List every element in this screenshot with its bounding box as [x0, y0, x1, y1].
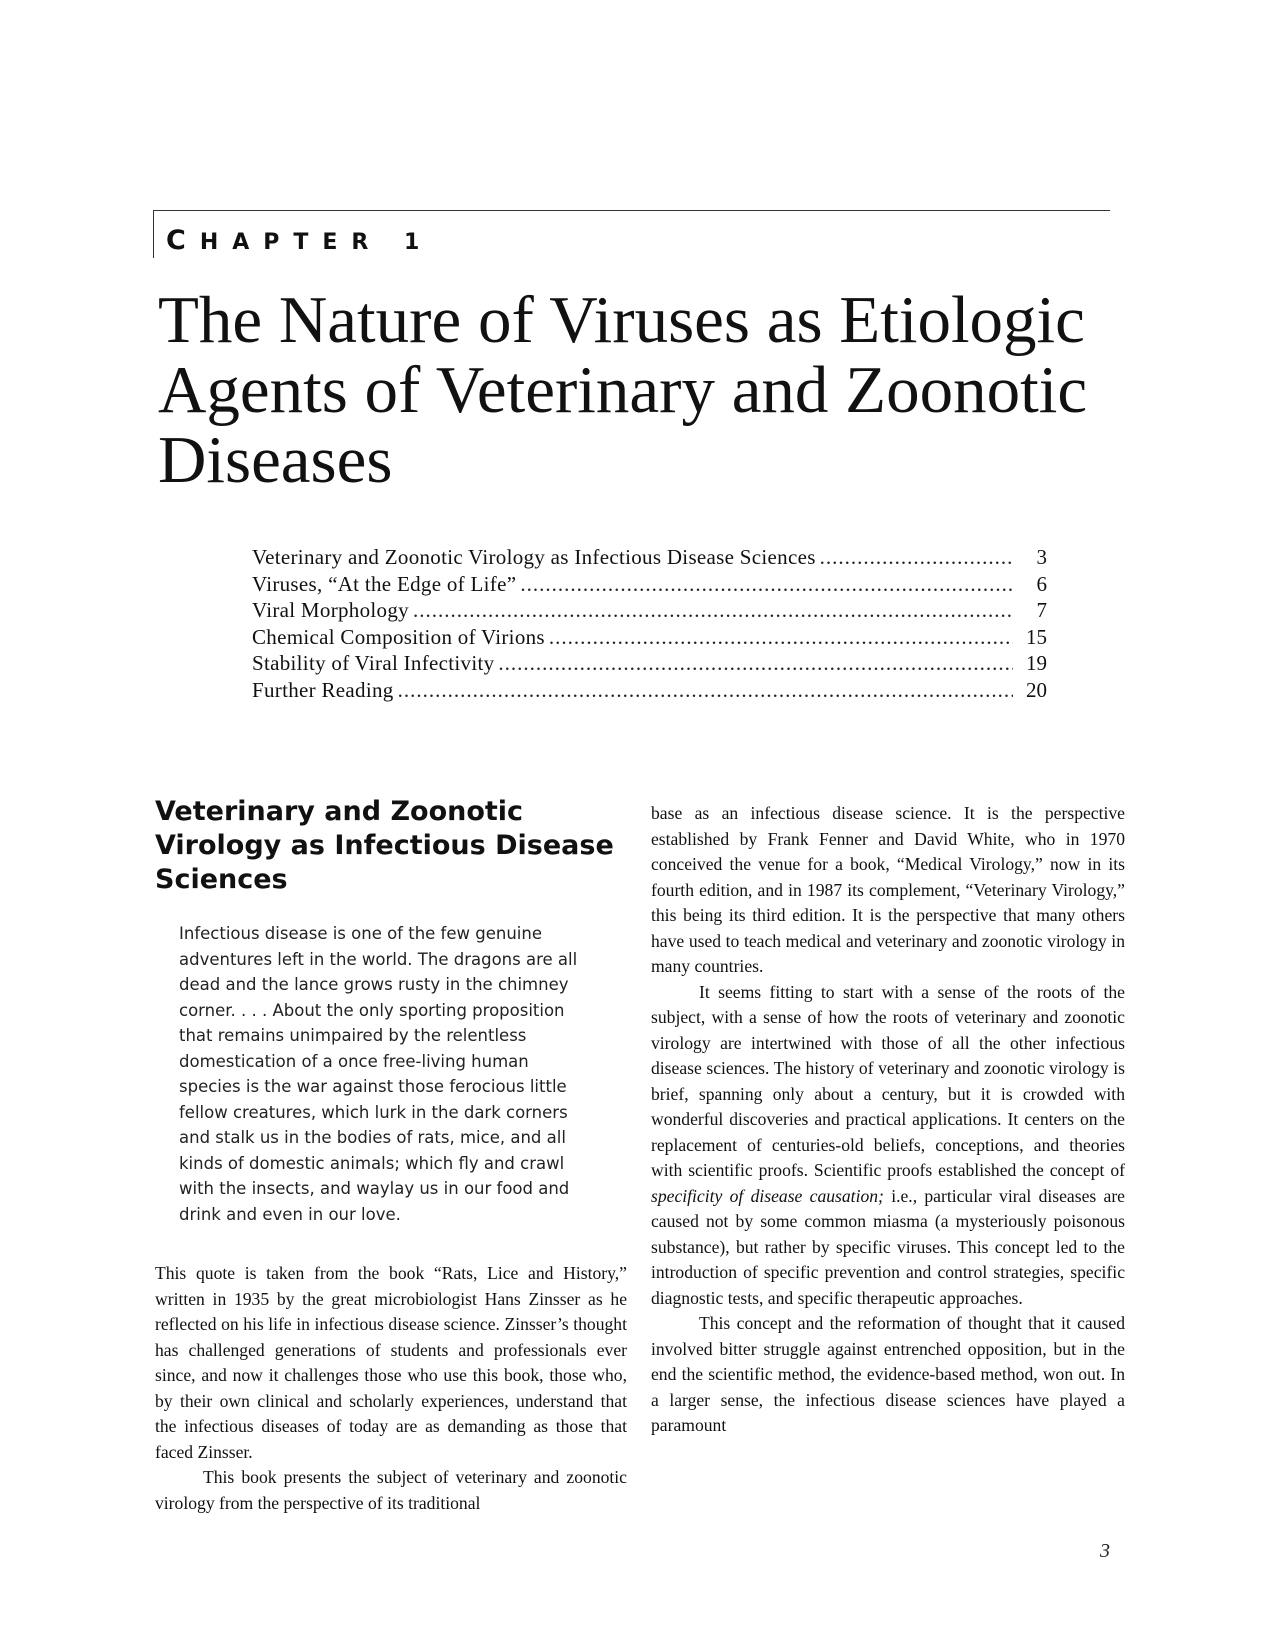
chapter-rule [153, 210, 1110, 211]
toc-leader-dots [549, 625, 1013, 650]
toc-entry[interactable] [252, 678, 1047, 705]
left-column [155, 795, 627, 1516]
chapter-label-initial: C [166, 225, 200, 256]
body-paragraph: base as an infectious disease science. It is the perspective established by Frank Fenner and David White, who in 1970 conceived the venue for a book, “Medical Virology,” now in its fourth edition, and in 1987 its complement, “Veterinary Virology,” this being its third edition. It is the perspective that many others have used to teach medical and veterinary and zoonotic virology in many countries. [651, 803, 1125, 976]
toc-entry[interactable] [252, 572, 1047, 599]
body-paragraph: This concept and the reformation of thought that it caused involved bitter struggle against entrenched opposition, but in the end the scientific method, the evidence-based method, won out. In a larger sense, the infectious disease sciences have played a paramount [651, 1313, 1125, 1435]
table-of-contents [252, 545, 1047, 704]
toc-entry[interactable] [252, 651, 1047, 678]
body-text-run: It seems fitting to start with a sense of the roots of the subject, with a sense of how the roots of veterinary and zoonotic virology are intertwined with those of all the other infectious disease sciences. The history of veterinary and zoonotic virology is brief, spanning only about a century, but it is crowded with wonderful discoveries and practical applications. It centers on the replacement of centuries-old beliefs, conceptions, and theories with scientific proofs. Scientific proofs established the concept of [651, 981, 1125, 1180]
toc-entry-title: Viruses, “At the Edge of Life” [252, 571, 517, 596]
toc-entry-title: Further Reading [252, 677, 394, 702]
body-text-run: i.e., particular viral diseases are caused not by some common miasma (a mysteriously poisonous substance), but rather by specific viruses. This concept led to the introduction of specific prevention and control strategies, specific diagnostic tests, and specific therapeutic approaches. [651, 1185, 1125, 1308]
toc-entry[interactable] [252, 545, 1047, 572]
toc-leader-dots [413, 598, 1013, 623]
section-heading: Veterinary and Zoonotic Virology as Infectious Disease Sciences [155, 796, 614, 895]
right-column [651, 801, 1125, 1439]
body-paragraph: This quote is taken from the book “Rats, Lice and History,” written in 1935 by the great microbiologist Hans Zinsser as he reflected on his life in infectious disease science. Zinsser’s thought has challenged generations of students and professionals ever since, and now it challenges those who use this book, those who, by their own clinical and scholarly experiences, understand that the infectious diseases of today are as demanding as those that faced Zinsser. [155, 1263, 627, 1462]
toc-leader-dots [820, 545, 1013, 570]
toc-entry-title: Viral Morphology [252, 598, 409, 622]
toc-entry[interactable] [252, 598, 1047, 625]
toc-entry[interactable] [252, 625, 1047, 652]
toc-entry-page: 3 [1036, 545, 1047, 569]
toc-entry-page: 7 [1036, 598, 1047, 622]
page-number: 3 [1100, 1540, 1110, 1562]
toc-entry-title: Stability of Viral Infectivity [252, 651, 495, 675]
toc-entry-page: 6 [1036, 571, 1047, 596]
paragraph-gap [155, 1227, 627, 1261]
chapter-label-word: HAPTER [199, 230, 383, 255]
toc-entry-page: 15 [1026, 624, 1047, 649]
toc-entry-page: 20 [1026, 677, 1047, 702]
chapter-label [166, 225, 433, 256]
toc-leader-dots [520, 572, 1013, 597]
chapter-number: 1 [404, 230, 434, 255]
chapter-title: The Nature of Viruses as Etiologic Agents of Veterinary and Zoonotic Diseases [158, 283, 1088, 497]
toc-entry-title: Veterinary and Zoonotic Virology as Infectious Disease Sciences [252, 545, 816, 569]
toc-entry-title: Chemical Composition of Virions [252, 624, 545, 649]
body-paragraph: This book presents the subject of veterinary and zoonotic virology from the perspective of its traditional [155, 1467, 627, 1513]
toc-leader-dots [398, 678, 1013, 703]
emphasized-term: specificity of disease causation; [651, 1185, 884, 1206]
epigraph-quote: Infectious disease is one of the few genuine adventures left in the world. The dragons are all dead and the lance grows rusty in the chimney corner. . . . About the only sporting proposition that remains unimpaired by the relentless domestication of a once free-living human species is the war against those ferocious little fellow creatures, which lurk in the dark corners and stalk us in the bodies of rats, mice, and all kinds of domestic animals; which fly and crawl with the insects, and waylay us in our food and drink and even in our love. [179, 924, 578, 1224]
toc-entry-page: 19 [1026, 651, 1047, 675]
chapter-rule-tick [153, 210, 154, 258]
body-paragraph [651, 980, 1125, 1312]
toc-leader-dots [498, 651, 1013, 676]
